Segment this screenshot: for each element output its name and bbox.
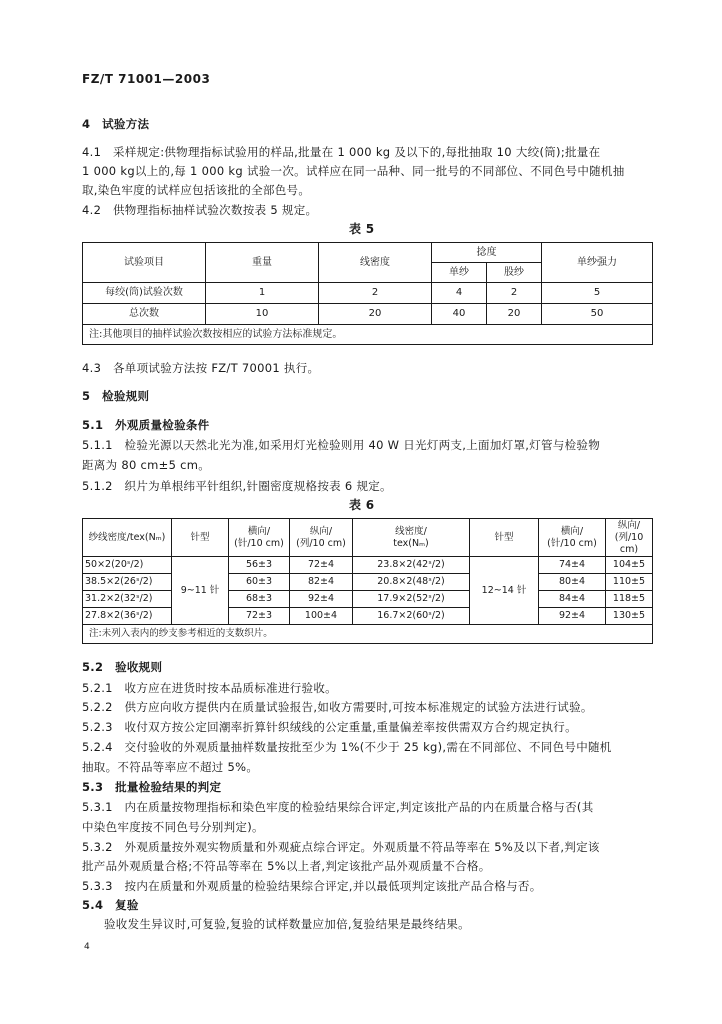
t6-header-course-l2: (针/10 cm) bbox=[234, 537, 284, 549]
t5-header-density: 线密度 bbox=[319, 243, 432, 283]
t6-cell: 23.8×2(42ˢ/2) bbox=[353, 557, 470, 574]
table-5 bbox=[82, 242, 653, 345]
t6-cell: 82±4 bbox=[290, 574, 353, 591]
t6-header-wale2-l1: 纵向/ bbox=[617, 519, 641, 531]
t6-header-needle2: 针型 bbox=[470, 519, 539, 557]
table-6 bbox=[82, 518, 653, 644]
t5-header-ply: 股纱 bbox=[487, 263, 542, 283]
table-row bbox=[83, 574, 653, 591]
t5-cell: 10 bbox=[206, 304, 319, 325]
t6-cell: 38.5×2(26ˢ/2) bbox=[83, 574, 172, 591]
para-5-1-1-line1: 5.1.1 检验光源以天然北光为准,如采用灯光检验则用 40 W 日光灯两支,上面加灯罩,灯管与检验物 bbox=[82, 438, 600, 452]
t6-header-course2-l2: (针/10 cm) bbox=[547, 537, 597, 549]
para-4-3: 4.3 各单项试验方法按 FZ/T 70001 执行。 bbox=[82, 361, 320, 375]
t6-header-course2-l1: 横向/ bbox=[560, 525, 584, 537]
t6-header-density-l1: 线密度/ bbox=[395, 525, 427, 537]
t5-cell: 50 bbox=[542, 304, 653, 325]
para-4-2: 4.2 供物理指标抽样试验次数按表 5 规定。 bbox=[82, 203, 318, 217]
para-5-3-1-line1: 5.3.1 内在质量按物理指标和染色牢度的检验结果综合评定,判定该批产品的内在质量合格与否(其 bbox=[82, 800, 594, 814]
table-row bbox=[83, 304, 653, 325]
t5-header-strength: 单纱强力 bbox=[542, 243, 653, 283]
para-5-2-1: 5.2.1 收方应在进货时按本品质标准进行验收。 bbox=[82, 681, 337, 695]
page-number: 4 bbox=[84, 942, 91, 952]
t6-header-wale bbox=[290, 519, 353, 557]
t6-cell: 92±4 bbox=[290, 591, 353, 608]
t6-needle-left: 9~11 针 bbox=[172, 557, 229, 625]
t5-cell: 2 bbox=[319, 283, 432, 304]
para-5-2-4-line1: 5.2.4 交付验收的外观质量抽样数量按批至少为 1%(不少于 25 kg),需在不同部位、不同色号中随机 bbox=[82, 740, 612, 754]
para-4-1-line2: 1 000 kg以上的,每 1 000 kg 试验一次。试样应在同一品种、同一批号的不同部位、不同色号中随机抽 bbox=[82, 164, 625, 178]
para-5-2-2: 5.2.2 供方应向收方提供内在质量试验报告,如收方需要时,可按本标准规定的试验方法进行试验。 bbox=[82, 700, 593, 714]
t6-cell: 60±3 bbox=[229, 574, 290, 591]
table-6-caption: 表 6 bbox=[349, 498, 375, 512]
t6-header-course-l1: 横向/ bbox=[247, 525, 271, 537]
t6-cell: 110±5 bbox=[606, 574, 653, 591]
para-5-4: 验收发生异议时,可复验,复验的试样数量应加倍,复验结果是最终结果。 bbox=[104, 917, 470, 931]
section-4-title: 4 试验方法 bbox=[82, 117, 150, 131]
t5-header-twist: 捻度 bbox=[432, 243, 542, 263]
t6-cell: 100±4 bbox=[290, 608, 353, 625]
t5-cell: 5 bbox=[542, 283, 653, 304]
t6-cell: 80±4 bbox=[539, 574, 606, 591]
table-row bbox=[83, 591, 653, 608]
t6-cell: 16.7×2(60ˢ/2) bbox=[353, 608, 470, 625]
t6-cell: 72±4 bbox=[290, 557, 353, 574]
para-5-2-3: 5.2.3 收付双方按公定回潮率折算针织绒线的公定重量,重量偏差率按供需双方合约规定执行。 bbox=[82, 720, 577, 734]
section-5-1-title: 5.1 外观质量检验条件 bbox=[82, 418, 210, 432]
t6-header-wale-l2: (列/10 cm) bbox=[296, 537, 346, 549]
para-5-3-1-line2: 中染色牢度按不同色号分别判定)。 bbox=[82, 820, 264, 834]
t5-cell: 2 bbox=[487, 283, 542, 304]
para-4-1-line1: 4.1 采样规定:供物理指标试验用的样品,批量在 1 000 kg 及以下的,每批抽取 10 大绞(筒);批量在 bbox=[82, 145, 601, 159]
table-row bbox=[83, 608, 653, 625]
t6-header-needle: 针型 bbox=[172, 519, 229, 557]
para-5-3-3: 5.3.3 按内在质量和外观质量的检验结果综合评定,并以最低项判定该批产品合格与否。 bbox=[82, 879, 542, 893]
t6-header-wale2-l2: (列/10 cm) bbox=[614, 531, 644, 555]
t5-cell: 4 bbox=[432, 283, 487, 304]
t6-cell: 130±5 bbox=[606, 608, 653, 625]
t6-header-wale-l1: 纵向/ bbox=[309, 525, 333, 537]
standard-code-header: FZ/T 71001—2003 bbox=[82, 72, 211, 86]
para-4-1-line3: 取,染色牢度的试样应包括该批的全部色号。 bbox=[82, 183, 311, 197]
t5-note: 注:其他项目的抽样试验次数按相应的试验方法标准规定。 bbox=[83, 325, 653, 345]
t5-header-item: 试验项目 bbox=[83, 243, 206, 283]
section-5-4-title: 5.4 复验 bbox=[82, 898, 139, 912]
t6-cell: 68±3 bbox=[229, 591, 290, 608]
t6-cell: 50×2(20ˢ/2) bbox=[83, 557, 172, 574]
t5-cell: 20 bbox=[487, 304, 542, 325]
t5-header-weight: 重量 bbox=[206, 243, 319, 283]
t6-cell: 92±4 bbox=[539, 608, 606, 625]
section-5-3-title: 5.3 批量检验结果的判定 bbox=[82, 780, 222, 794]
t6-header-density-l2: tex(Nₘ) bbox=[393, 537, 429, 549]
t6-cell: 27.8×2(36ˢ/2) bbox=[83, 608, 172, 625]
t6-cell: 84±4 bbox=[539, 591, 606, 608]
para-5-3-2-line2: 批产品外观质量合格;不符品等率在 5%以上者,判定该批产品外观质量不合格。 bbox=[82, 859, 491, 873]
t6-header-yarn: 纱线密度/tex(Nₘ) bbox=[83, 519, 172, 557]
t6-cell: 72±3 bbox=[229, 608, 290, 625]
para-5-3-2-line1: 5.3.2 外观质量按外观实物质量和外观疵点综合评定。外观质量不符品等率在 5%及以下者,判定该 bbox=[82, 840, 600, 854]
t6-cell: 17.9×2(52ˢ/2) bbox=[353, 591, 470, 608]
para-5-2-4-line2: 抽取。不符品等率应不超过 5%。 bbox=[82, 760, 259, 774]
t6-cell: 20.8×2(48ˢ/2) bbox=[353, 574, 470, 591]
t5-cell: 1 bbox=[206, 283, 319, 304]
para-5-1-2: 5.1.2 织片为单根纬平针组织,针圈密度规格按表 6 规定。 bbox=[82, 479, 392, 493]
t6-cell: 74±4 bbox=[539, 557, 606, 574]
t6-cell: 118±5 bbox=[606, 591, 653, 608]
para-5-1-1-line2: 距离为 80 cm±5 cm。 bbox=[82, 458, 211, 472]
t6-header-course bbox=[229, 519, 290, 557]
table-row bbox=[83, 557, 653, 574]
t6-cell: 104±5 bbox=[606, 557, 653, 574]
t5-cell: 总次数 bbox=[83, 304, 206, 325]
t6-note: 注:未列入表内的纱支参考相近的支数织片。 bbox=[83, 625, 653, 644]
section-5-2-title: 5.2 验收规则 bbox=[82, 660, 163, 674]
t5-cell: 40 bbox=[432, 304, 487, 325]
t5-cell: 20 bbox=[319, 304, 432, 325]
t6-cell: 56±3 bbox=[229, 557, 290, 574]
t6-cell: 31.2×2(32ˢ/2) bbox=[83, 591, 172, 608]
t5-cell: 每绞(筒)试验次数 bbox=[83, 283, 206, 304]
section-5-title: 5 检验规则 bbox=[82, 389, 150, 403]
t5-header-single: 单纱 bbox=[432, 263, 487, 283]
t6-needle-right: 12~14 针 bbox=[470, 557, 539, 625]
t6-header-density bbox=[353, 519, 470, 557]
table-5-caption: 表 5 bbox=[349, 222, 375, 236]
t6-header-wale2 bbox=[606, 519, 653, 557]
table-row bbox=[83, 283, 653, 304]
t6-header-course2 bbox=[539, 519, 606, 557]
